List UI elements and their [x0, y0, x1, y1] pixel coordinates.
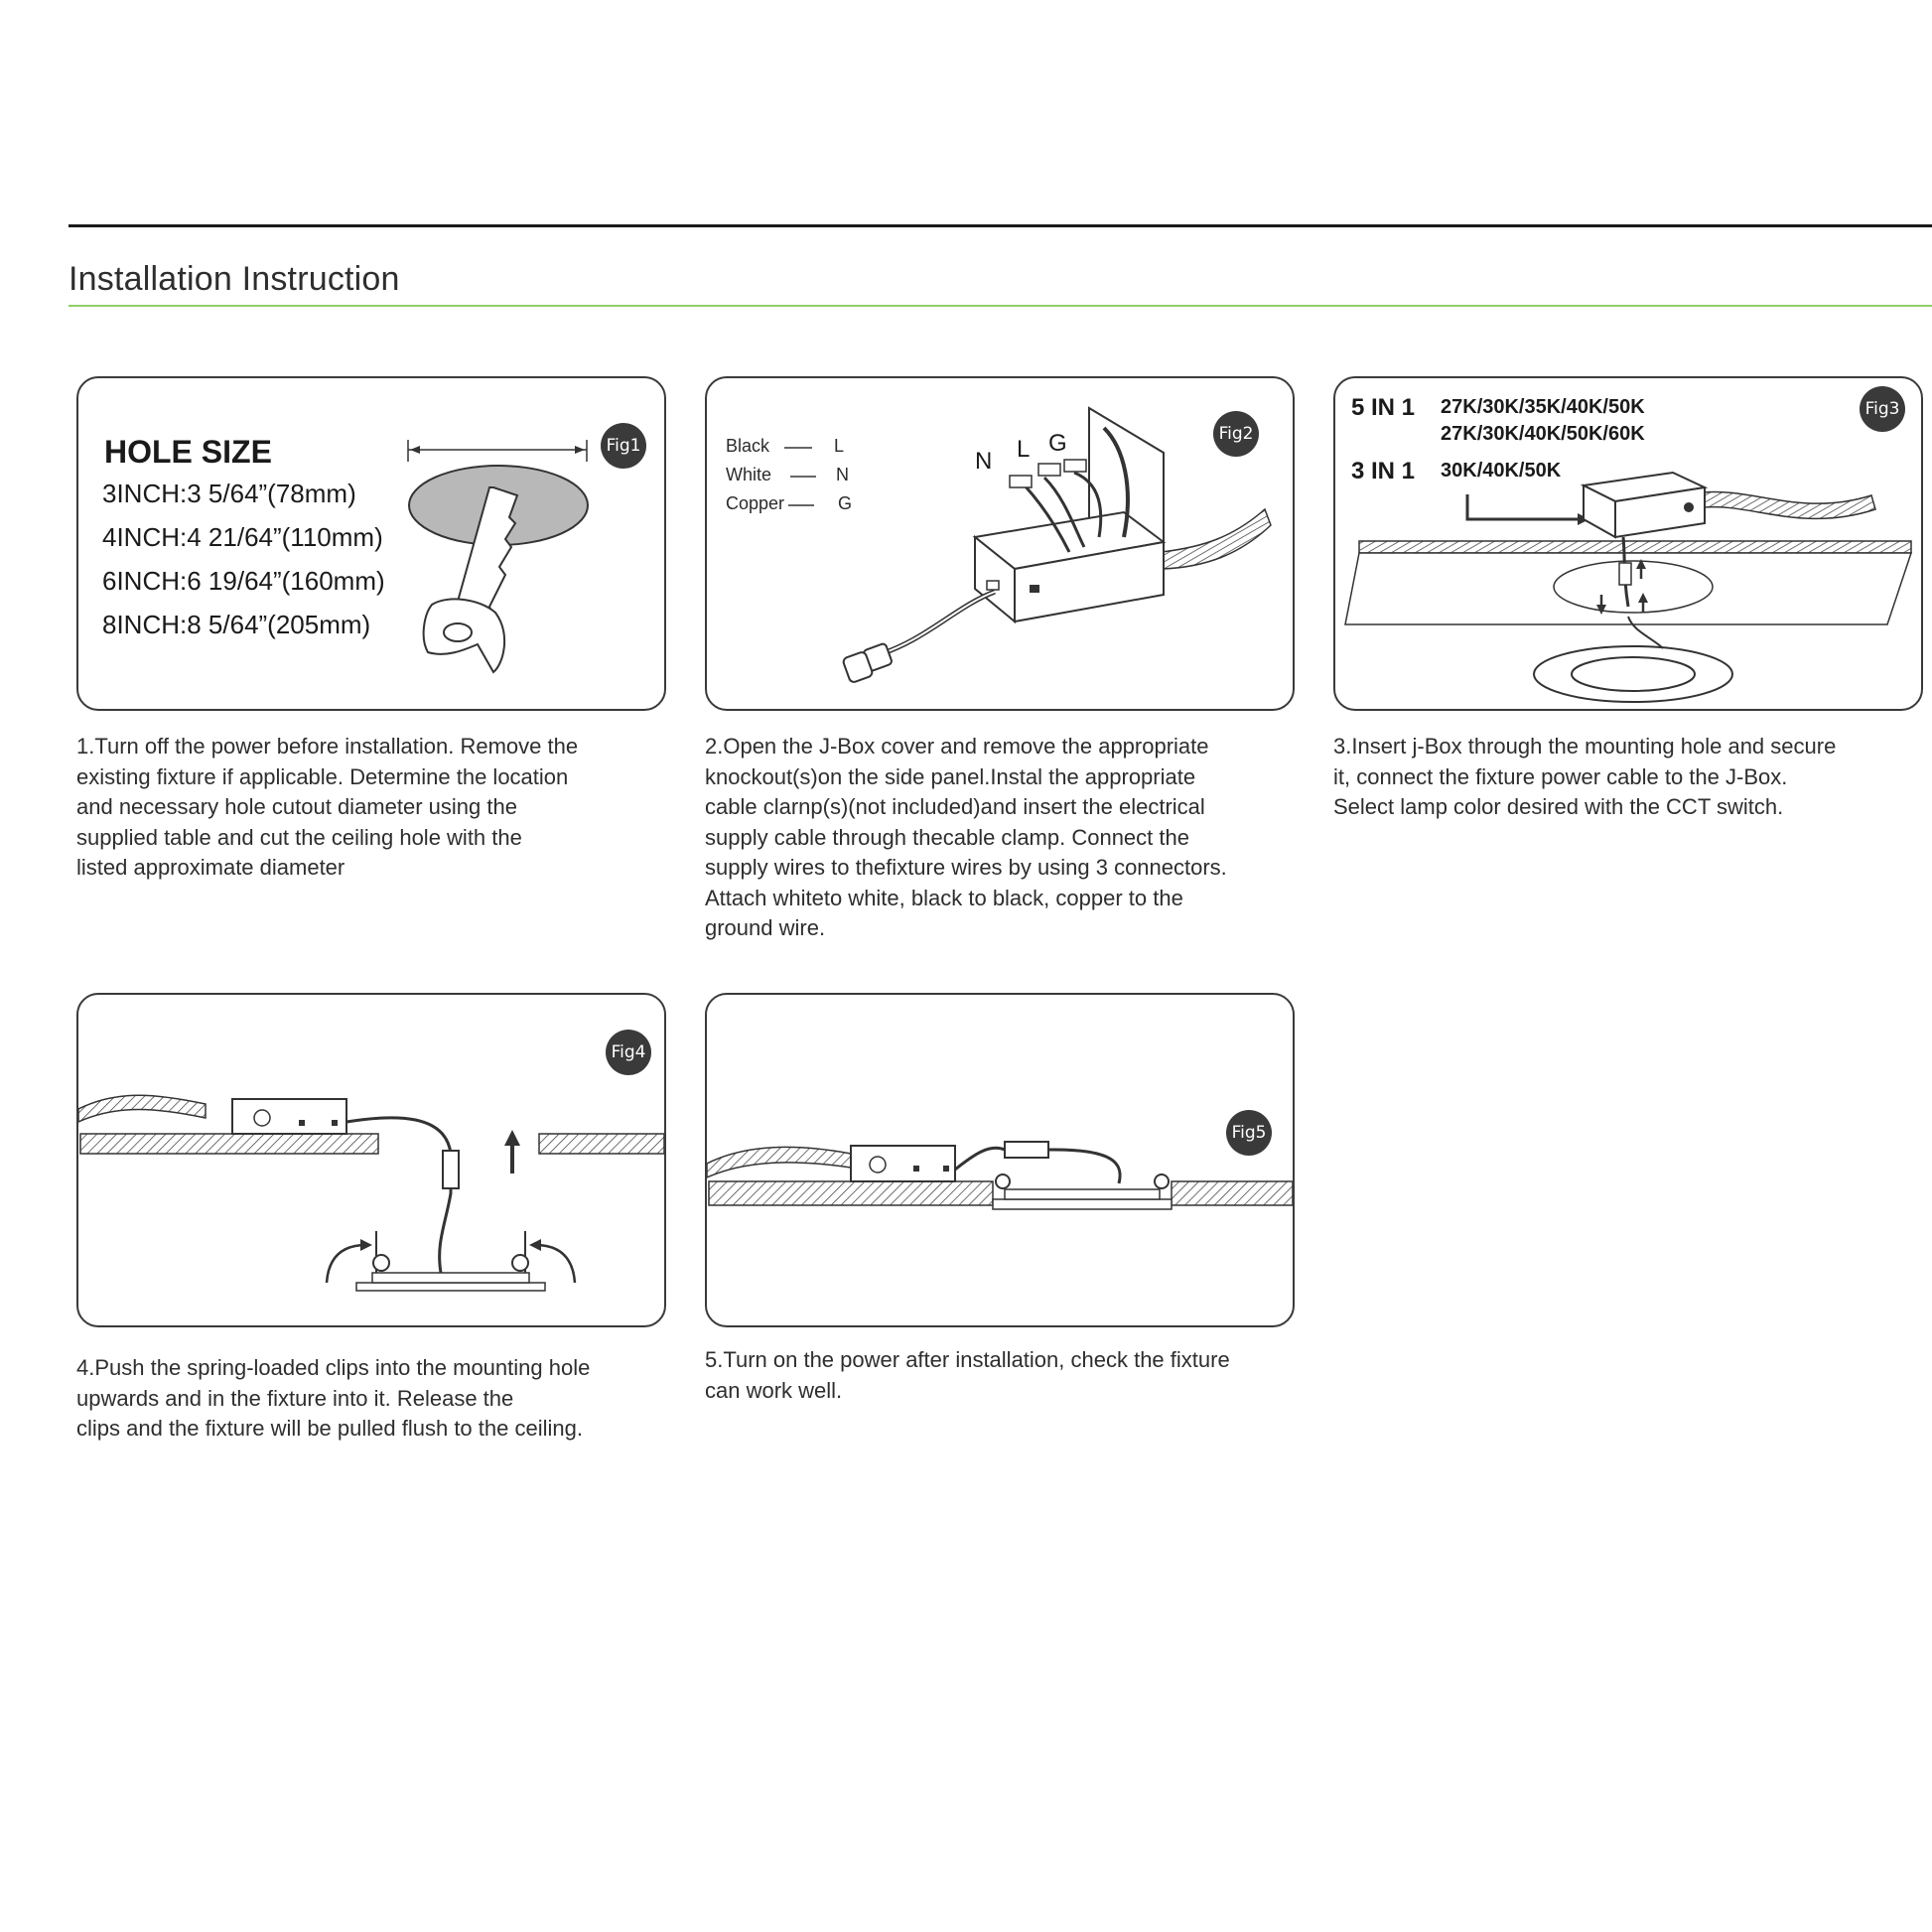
hole-size-row: 8INCH:8 5/64”(205mm): [102, 610, 371, 639]
five-in-one-cct-2: 27K/30K/40K/50K/60K: [1441, 423, 1645, 445]
wire-terminal-g: G: [838, 493, 853, 513]
terminal-g-label: G: [1048, 430, 1067, 457]
junction-box-wiring-illustration: [707, 378, 1293, 709]
fig1-badge: Fig1: [601, 423, 646, 469]
hole-size-row: 6INCH:6 19/64”(160mm): [102, 566, 385, 596]
three-in-one-label: 3 IN 1: [1351, 458, 1416, 484]
wire-label-copper: Copper: [726, 493, 785, 513]
figure-4-panel: [76, 993, 666, 1327]
hole-size-row: 4INCH:4 21/64”(110mm): [102, 522, 383, 552]
terminal-l-label: L: [1017, 436, 1031, 463]
step-3-text: 3.Insert j-Box through the mounting hole and secure it, connect the fixture power cable to the J-Box. Select lamp color desired with the CCT switch.: [1333, 734, 1837, 819]
wire-terminal-l: L: [834, 436, 845, 456]
title-underline: [69, 305, 1932, 307]
wire-terminal-n: N: [836, 465, 849, 484]
step-2-text: 2.Open the J-Box cover and remove the appropriate knockout(s)on the side panel.Instal the appropriate cable clarnp(s)(not included)and insert the electrical supply cable through thecable clamp. Connect the supply wires to thefixture wires by using 3 connectors. Attach whiteto white, black to black, copper to the ground wire.: [705, 734, 1227, 940]
five-in-one-cct-1: 27K/30K/35K/40K/50K: [1441, 396, 1645, 418]
step-4-text: 4.Push the spring-loaded clips into the mounting hole upwards and in the fixture into it. Release the clips and the fixture will be pulled flush to the ceiling.: [76, 1355, 591, 1441]
step-1-text: 1.Turn off the power before installation. Remove the existing fixture if applicable. Determine the location and necessary hole cutout diameter using the supplied table and cut the ceiling hole with the listed approximate diameter: [76, 734, 579, 880]
spring-clip-illustration: [78, 995, 664, 1325]
terminal-n-label: N: [975, 448, 993, 475]
page-title: Installation Instruction: [69, 260, 400, 298]
fig4-badge: Fig4: [606, 1030, 651, 1075]
figure-1-panel: [76, 376, 666, 711]
wire-label-black: Black: [726, 436, 770, 456]
three-in-one-cct: 30K/40K/50K: [1441, 460, 1562, 482]
figure-5-panel: [705, 993, 1295, 1327]
fig5-badge: Fig5: [1226, 1110, 1272, 1156]
step-5-text: 5.Turn on the power after installation, check the fixture can work well.: [705, 1347, 1230, 1403]
figure-3-panel: [1333, 376, 1923, 711]
five-in-one-label: 5 IN 1: [1351, 394, 1416, 421]
hole-size-row: 3INCH:3 5/64”(78mm): [102, 479, 356, 508]
figure-2-panel: [705, 376, 1295, 711]
wire-label-white: White: [726, 465, 772, 484]
fig2-badge: Fig2: [1213, 411, 1259, 457]
hole-size-title: HOLE SIZE: [104, 434, 272, 470]
installed-fixture-illustration: [707, 995, 1293, 1325]
fig3-badge: Fig3: [1860, 386, 1905, 432]
top-divider: [69, 224, 1932, 227]
